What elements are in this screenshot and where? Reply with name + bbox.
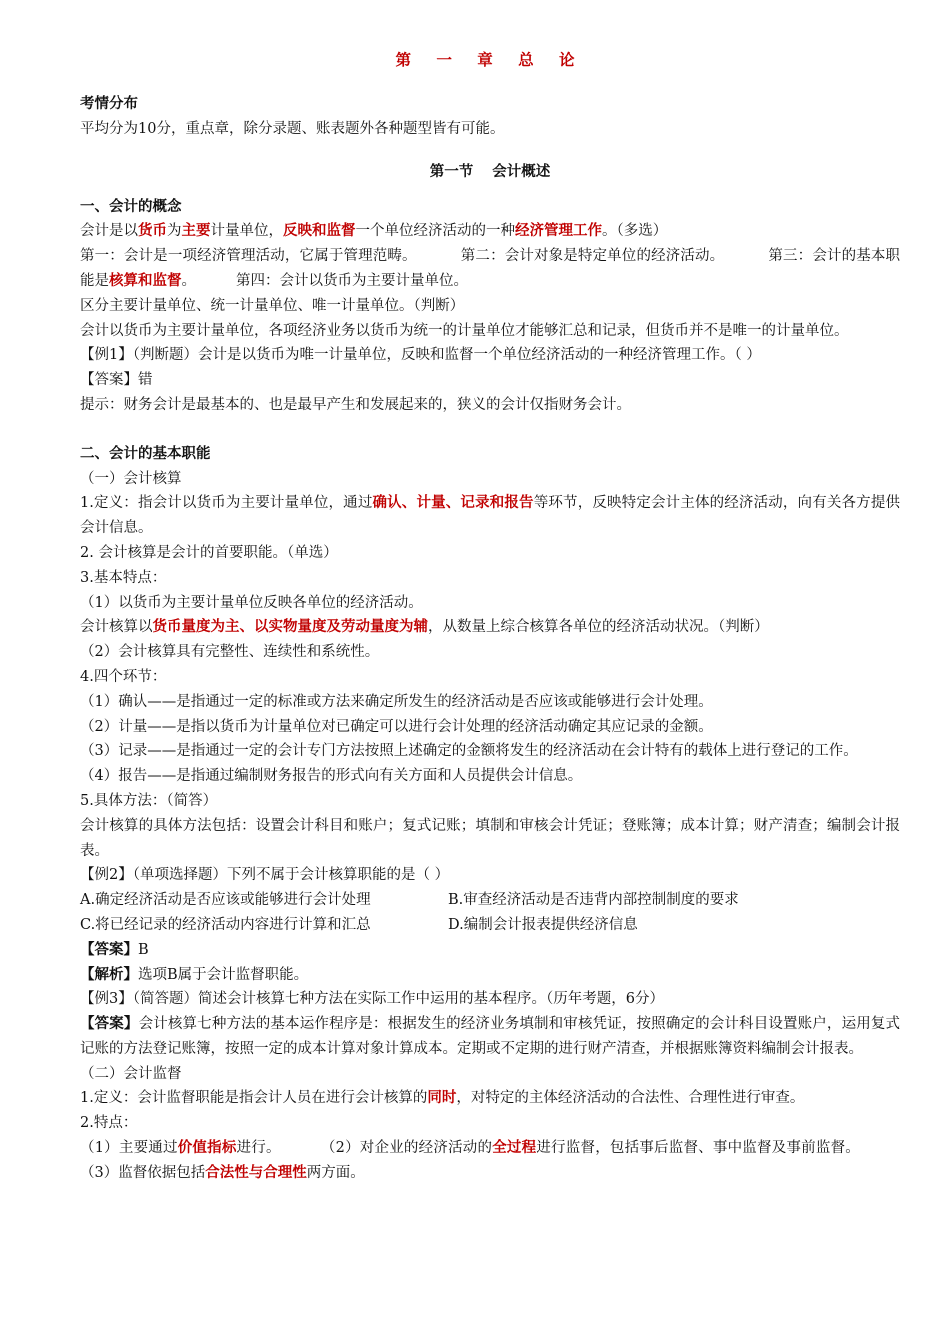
text-span: 进行监督，包括事后监督、事中监督及事前监督。 — [536, 1140, 861, 1157]
options-row-1 — [80, 888, 900, 913]
example-1: 【例1】（判断题）会计是以货币为唯一计量单位，反映和监督一个单位经济活动的一种经济管理工作。（ ） — [80, 347, 761, 364]
text-span: 会计是以 — [80, 223, 138, 240]
text-span: 。 — [181, 272, 196, 289]
highlight: 反映和监督 — [283, 222, 356, 240]
option-b: B.审查经济活动是否违背内部控制制度的要求 — [448, 892, 739, 909]
step-1: （1）确认——是指通过一定的标准或方法来确定所发生的经济活动是否应该或能够进行会计处理。 — [80, 693, 713, 710]
text-span: 第一：会计是一项经济管理活动，它属于管理范畴。 — [80, 248, 417, 265]
section-title: 第一节 会计概述 — [429, 162, 551, 180]
option-c: C.将已经记录的经济活动内容进行计算和汇总 — [80, 916, 371, 933]
highlight: 货币量度为主、以实物量度及劳动量度为辅 — [152, 618, 428, 636]
answer-2 — [80, 938, 900, 963]
explanation-2 — [80, 963, 900, 988]
highlight: 合法性与合理性 — [205, 1163, 307, 1181]
answer-label: 【答案】 — [80, 1015, 139, 1033]
text-span: 1.定义：会计监督职能是指会计人员在进行会计核算的 — [80, 1090, 428, 1107]
example-3: 【例3】（简答题）简述会计核算七种方法在实际工作中运用的基本程序。（历年考题，6分） — [80, 991, 664, 1008]
step-2: （2）计量——是指以货币为计量单位对已确定可以进行会计处理的经济活动确定其应记录的金额。 — [80, 718, 713, 735]
item-2: 2. 会计核算是会计的首要职能。（单选） — [80, 544, 338, 561]
highlight: 主要 — [181, 222, 211, 240]
options-row-2 — [80, 913, 900, 938]
explanation-label: 【解析】 — [80, 965, 138, 983]
highlight: 核算和监督 — [109, 271, 182, 289]
text-span: 会计核算以 — [80, 619, 153, 636]
exam-text: 平均分为10分，重点章，除分录题、账表题外各种题型皆有可能。 — [80, 120, 505, 137]
answer-label: 【答案】 — [80, 940, 138, 958]
highlight: 全过程 — [492, 1139, 537, 1157]
text-span: 进行。 — [236, 1140, 281, 1157]
text-span: 。（多选） — [602, 223, 668, 240]
exam-heading: 考情分布 — [80, 95, 138, 112]
item-4: 4.四个环节： — [80, 668, 167, 685]
subheading-accounting: （一）会计核算 — [80, 470, 182, 487]
answer-value: 错 — [138, 372, 153, 389]
text-span: 一个单位经济活动的一种 — [355, 223, 515, 240]
explanation-value: 选项B属于会计监督职能。 — [138, 966, 309, 983]
highlight: 价值指标 — [177, 1139, 237, 1157]
text-span: （3）监督依据包括 — [80, 1164, 206, 1181]
highlight: 经济管理工作 — [515, 222, 602, 240]
text-span: 1.定义：指会计以货币为主要计量单位，通过 — [80, 495, 373, 512]
text-span: 计量单位， — [210, 223, 283, 240]
highlight: 确认、计量、记录和报告 — [372, 494, 534, 512]
example-2: 【例2】（单项选择题）下列不属于会计核算职能的是（ ） — [80, 867, 450, 884]
text-span: ，对特定的主体经济活动的合法性、合理性进行审查。 — [456, 1090, 805, 1107]
text-span: 第三：会计的基本职能是 — [80, 248, 901, 289]
supervision-features-heading: 2.特点： — [80, 1115, 138, 1132]
text-span: 等环节，反映特定会计主体的经济活动，向有关各方提供会计信息。 — [80, 495, 900, 537]
answer-1 — [80, 368, 900, 393]
answer-value: 会计核算七种方法的基本运作程序是：根据发生的经济业务填制和审核凭证，按照确定的会计科目设置账户，运用复式记账的方法登记账簿，按照一定的成本计算对象计算成本。定期或不定期的进行财产清查，并根据账簿资料编制会计报表。 — [80, 1016, 901, 1057]
accounting-points — [80, 244, 900, 294]
hint-text: 提示：财务会计是最基本的、也是最早产生和发展起来的，狭义的会计仅指财务会计。 — [80, 396, 631, 413]
text-span: 第二：会计对象是特定单位的经济活动。 — [460, 248, 725, 265]
text-span: （2）对企业的经济活动的 — [320, 1140, 493, 1157]
definition-1 — [80, 491, 900, 541]
feature-1: （1）以货币为主要计量单位反映各单位的经济活动。 — [80, 594, 423, 611]
answer-value: B — [138, 941, 149, 958]
supervision-features — [80, 1136, 900, 1186]
supervision-definition — [80, 1086, 900, 1111]
text-span: 第四：会计以货币为主要计量单位。 — [236, 272, 468, 289]
accounting-definition — [80, 219, 900, 244]
part1-heading: 一、会计的概念 — [80, 197, 182, 215]
chapter-title: 第 一 章 总 论 — [395, 50, 585, 69]
feature-2: （2）会计核算具有完整性、连续性和系统性。 — [80, 644, 380, 661]
part2-heading: 二、会计的基本职能 — [80, 444, 211, 462]
text-span: 两方面。 — [306, 1164, 365, 1181]
item-3: 3.基本特点： — [80, 569, 167, 586]
units-text: 区分主要计量单位、统一计量单位、唯一计量单位。（判断） — [80, 297, 465, 314]
step-4: （4）报告——是指通过编制财务报告的形式向有关方面和人员提供会计信息。 — [80, 768, 583, 785]
text-span: ，从数量上综合核算各单位的经济活动状况。（判断） — [428, 619, 769, 636]
units-explain: 会计以货币为主要计量单位，各项经济业务以货币为统一的计量单位才能够汇总和记录，但货币并不是唯一的计量单位。 — [80, 322, 849, 339]
feature-1-detail — [80, 615, 900, 640]
methods-text: 会计核算的具体方法包括：设置会计科目和账户；复式记账；填制和审核会计凭证；登账簿；成本计算；财产清查；编制会计报表。 — [80, 817, 900, 859]
text-span: （1）主要通过 — [80, 1140, 178, 1157]
subheading-supervision: （二）会计监督 — [80, 1065, 182, 1082]
item-5: 5.具体方法：（简答） — [80, 792, 218, 809]
step-3: （3）记录——是指通过一定的会计专门方法按照上述确定的金额将发生的经济活动在会计特有的载体上进行登记的工作。 — [80, 743, 858, 760]
option-a: A.确定经济活动是否应该或能够进行会计处理 — [80, 892, 371, 909]
highlight: 同时 — [427, 1089, 457, 1107]
answer-3 — [80, 1012, 900, 1062]
text-span: 为 — [167, 223, 182, 240]
highlight: 货币 — [138, 222, 167, 240]
option-d: D.编制会计报表提供经济信息 — [448, 916, 638, 933]
answer-label: 【答案】 — [80, 372, 138, 389]
